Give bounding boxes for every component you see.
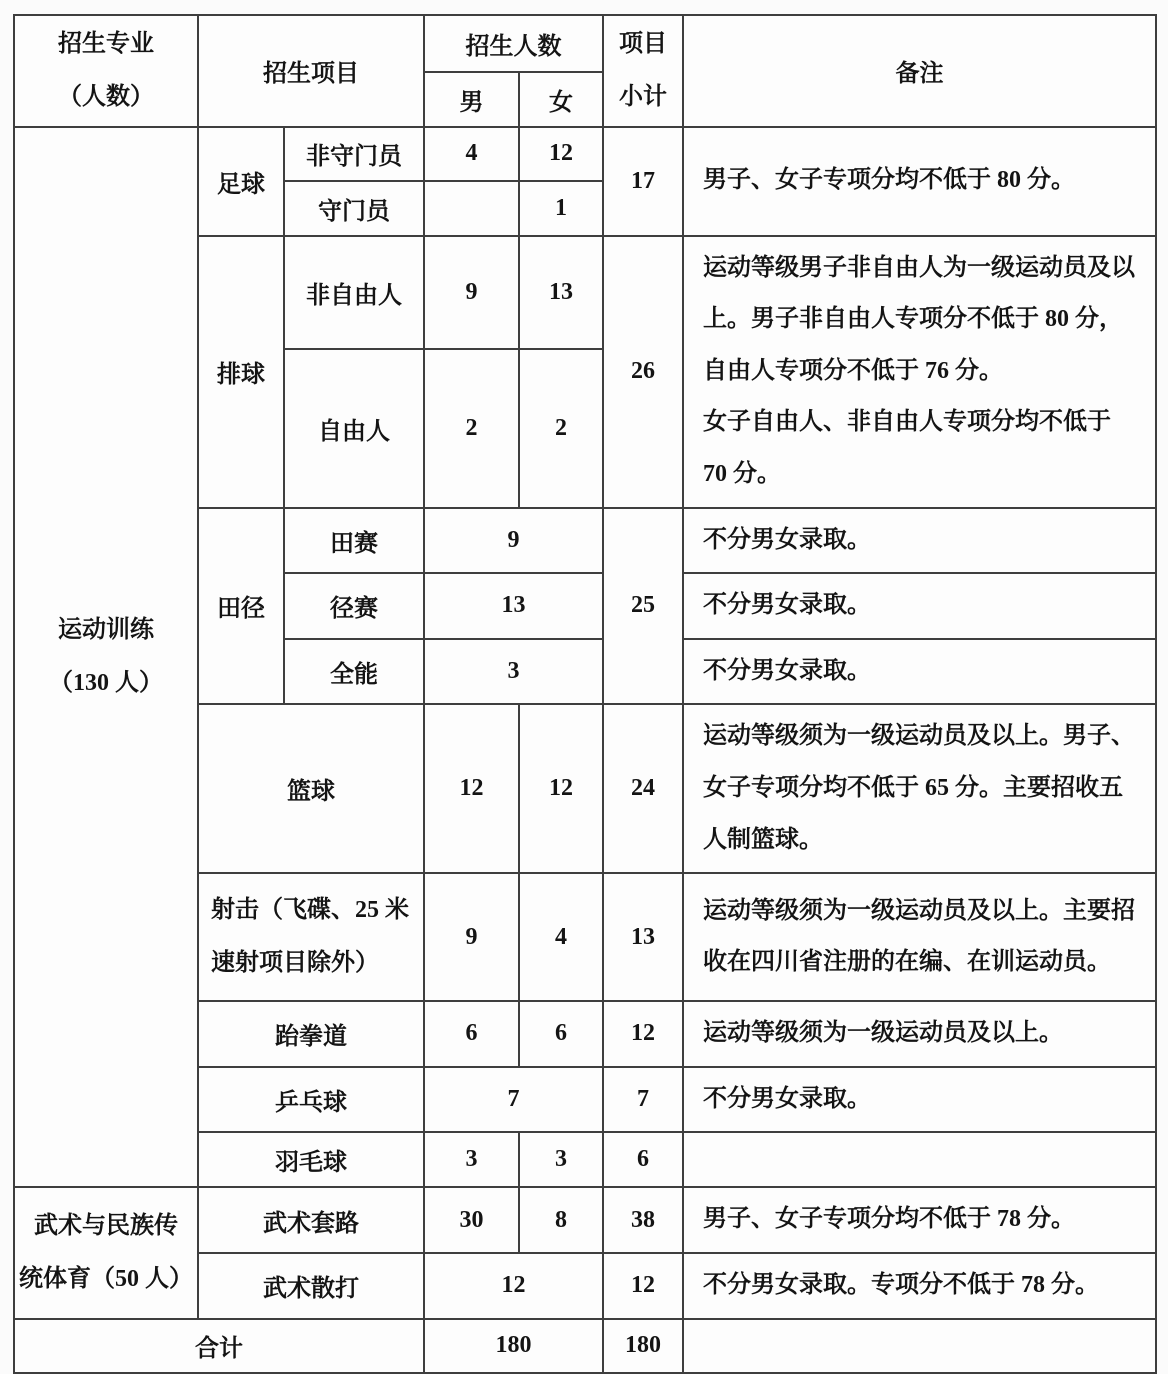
cell-athletics-item-1: 径赛 [284, 573, 424, 639]
cell-football-group: 足球 [198, 127, 284, 236]
cell-taolu-item: 武术套路 [198, 1187, 424, 1253]
header-program: 招生项目 [198, 15, 424, 127]
cell-athletics-item-0: 田赛 [284, 508, 424, 574]
cell-football-male-0: 4 [424, 127, 519, 181]
cell-football-female-1: 1 [519, 181, 603, 236]
enrollment-plan-table [13, 14, 1157, 1374]
header-remark: 备注 [683, 15, 1156, 127]
header-major-line2: （人数） [58, 83, 154, 110]
header-subtotal-line2: 小计 [619, 83, 667, 110]
cell-basketball-male: 12 [424, 704, 519, 873]
cell-athletics-remark-2: 不分男女录取。 [683, 639, 1156, 705]
cell-shooting-item: 射击（飞碟、25 米速射项目除外） [198, 873, 424, 1001]
cell-total-label: 合计 [14, 1319, 424, 1373]
cell-tabletennis-remark: 不分男女录取。 [683, 1067, 1156, 1133]
cell-football-item-0: 非守门员 [284, 127, 424, 181]
cell-taekwondo-item: 跆拳道 [198, 1001, 424, 1067]
cell-basketball-item: 篮球 [198, 704, 424, 873]
cell-tabletennis-subtotal: 7 [603, 1067, 683, 1133]
cell-football-item-1: 守门员 [284, 181, 424, 236]
cell-football-subtotal: 17 [603, 127, 683, 236]
cell-sanda-subtotal: 12 [603, 1253, 683, 1319]
cell-volleyball-female-1: 2 [519, 349, 603, 508]
table-row [14, 127, 1156, 181]
cell-athletics-remark-0: 不分男女录取。 [683, 508, 1156, 574]
cell-volleyball-male-0: 9 [424, 236, 519, 349]
cell-total-count: 180 [424, 1319, 603, 1373]
cell-taekwondo-subtotal: 12 [603, 1001, 683, 1067]
training-label-line2: （130 人） [49, 669, 163, 696]
cell-taekwondo-female: 6 [519, 1001, 603, 1067]
cell-volleyball-group: 排球 [198, 236, 284, 508]
cell-football-male-1 [424, 181, 519, 236]
cell-tabletennis-item: 乒乓球 [198, 1067, 424, 1133]
header-count: 招生人数 [424, 15, 603, 72]
cell-taolu-remark: 男子、女子专项分均不低于 78 分。 [683, 1187, 1156, 1253]
cell-shooting-male: 9 [424, 873, 519, 1001]
cell-basketball-subtotal: 24 [603, 704, 683, 873]
volleyball-remark-p2: 女子自由人、非自由人专项分均不低于 70 分。 [703, 409, 1111, 487]
cell-sanda-count: 12 [424, 1253, 603, 1319]
wushu-label-line1: 武术与民族传 [34, 1213, 178, 1240]
header-male: 男 [424, 72, 519, 127]
cell-tabletennis-count: 7 [424, 1067, 603, 1133]
header-major [14, 15, 198, 127]
cell-volleyball-subtotal: 26 [603, 236, 683, 508]
cell-athletics-group: 田径 [198, 508, 284, 705]
header-subtotal [603, 15, 683, 127]
cell-shooting-subtotal: 13 [603, 873, 683, 1001]
cell-basketball-female: 12 [519, 704, 603, 873]
cell-athletics-item-2: 全能 [284, 639, 424, 705]
cell-volleyball-male-1: 2 [424, 349, 519, 508]
header-major-line1: 招生专业 [58, 31, 154, 57]
cell-volleyball-remark [683, 236, 1156, 508]
cell-training-label [14, 127, 198, 1188]
cell-sanda-item: 武术散打 [198, 1253, 424, 1319]
cell-badminton-male: 3 [424, 1132, 519, 1187]
cell-badminton-female: 3 [519, 1132, 603, 1187]
table-row-total [14, 1319, 1156, 1373]
cell-athletics-remark-1: 不分男女录取。 [683, 573, 1156, 639]
cell-basketball-remark: 运动等级须为一级运动员及以上。男子、女子专项分均不低于 65 分。主要招收五人制篮球。 [683, 704, 1156, 873]
cell-athletics-count-2: 3 [424, 639, 603, 705]
cell-football-female-0: 12 [519, 127, 603, 181]
cell-volleyball-item-1: 自由人 [284, 349, 424, 508]
training-label-line1: 运动训练 [58, 617, 154, 644]
wushu-label-line2: 统体育（50 人） [19, 1265, 193, 1292]
cell-badminton-item: 羽毛球 [198, 1132, 424, 1187]
header-subtotal-line1: 项目 [619, 31, 667, 57]
cell-total-subtotal: 180 [603, 1319, 683, 1373]
cell-total-remark [683, 1319, 1156, 1373]
cell-athletics-subtotal: 25 [603, 508, 683, 705]
cell-sanda-remark: 不分男女录取。专项分不低于 78 分。 [683, 1253, 1156, 1319]
cell-badminton-subtotal: 6 [603, 1132, 683, 1187]
cell-shooting-female: 4 [519, 873, 603, 1001]
table-header-row [14, 15, 1156, 72]
cell-badminton-remark [683, 1132, 1156, 1187]
cell-taekwondo-remark: 运动等级须为一级运动员及以上。 [683, 1001, 1156, 1067]
cell-athletics-count-1: 13 [424, 573, 603, 639]
cell-taolu-male: 30 [424, 1187, 519, 1253]
cell-taekwondo-male: 6 [424, 1001, 519, 1067]
volleyball-remark-p1: 运动等级男子非自由人为一级运动员及以上。男子非自由人专项分不低于 80 分，自由人专项分不低于 76 分。 [703, 254, 1135, 384]
cell-volleyball-item-0: 非自由人 [284, 236, 424, 349]
header-female: 女 [519, 72, 603, 127]
cell-wushu-label [14, 1187, 198, 1318]
table-row [14, 1187, 1156, 1253]
cell-taolu-female: 8 [519, 1187, 603, 1253]
cell-athletics-count-0: 9 [424, 508, 603, 574]
cell-taolu-subtotal: 38 [603, 1187, 683, 1253]
cell-football-remark: 男子、女子专项分均不低于 80 分。 [683, 127, 1156, 236]
cell-volleyball-female-0: 13 [519, 236, 603, 349]
cell-shooting-remark: 运动等级须为一级运动员及以上。主要招收在四川省注册的在编、在训运动员。 [683, 873, 1156, 1001]
